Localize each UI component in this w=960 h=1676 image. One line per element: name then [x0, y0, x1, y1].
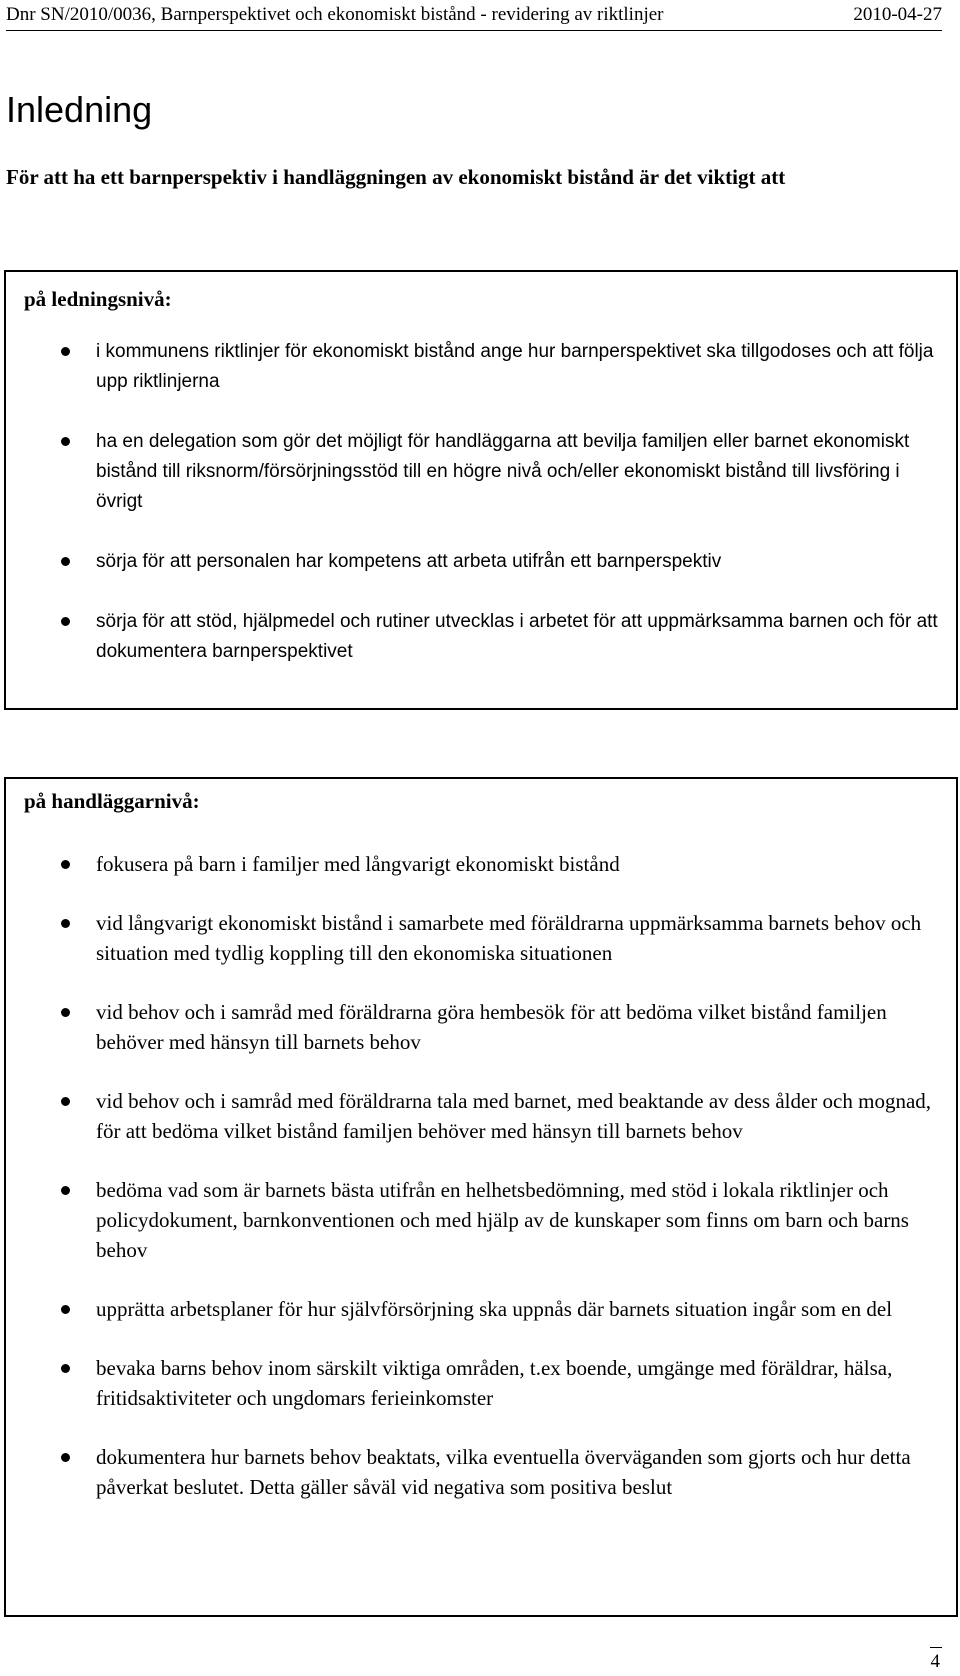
page-header: [6, 2, 942, 31]
list-item-text: dokumentera hur barnets behov beaktats, vilka eventuella överväganden som gjorts och hur detta påverkat beslutet. Detta gäller såväl vid negativa som positiva beslut: [96, 1445, 911, 1499]
list-item-text: vid behov och i samråd med föräldrarna göra hembesök för att bedöma vilket bistånd familjen behöver med hänsyn till barnets behov: [96, 1000, 887, 1054]
bullet-icon: [61, 1097, 70, 1106]
list-item-text: fokusera på barn i familjer med långvarigt ekonomiskt bistånd: [96, 852, 620, 876]
bullet-icon: [61, 557, 70, 566]
list-item-text: ha en delegation som gör det möjligt för handläggarna att bevilja familjen eller barnet ekonomiskt bistånd till riksnorm/försörjningsstöd till en högre nivå och/eller ekonomiskt bistånd till livsföring i övrigt: [96, 431, 910, 512]
list-item: [6, 1086, 956, 1146]
list-item-text: vid behov och i samråd med föräldrarna tala med barnet, med beaktande av dess ålder och mognad, för att bedöma vilket bistånd familjen behöver med hänsyn till barnets behov: [96, 1089, 932, 1143]
list-item: [6, 849, 956, 879]
bullet-icon: [61, 1008, 70, 1017]
section-heading: Inledning: [6, 89, 153, 130]
list-item-text: sörja för att personalen har kompetens att arbeta utifrån ett barnperspektiv: [96, 551, 722, 572]
intro-text: För att ha ett barnperspektiv i handläggningen av ekonomiskt bistånd är det viktigt att: [6, 165, 786, 189]
document-date: 2010-04-27: [853, 4, 942, 25]
list-item-text: bedöma vad som är barnets bästa utifrån en helhetsbedömning, med stöd i lokala riktlinjer och policydokument, barnkonventionen och med hjälp av de kunskaper som finns om barn och barns behov: [96, 1178, 909, 1262]
bullet-icon: [61, 919, 70, 928]
caseworker-level-list: [6, 849, 956, 1531]
list-item: [6, 1175, 956, 1265]
list-item-text: sörja för att stöd, hjälpmedel och rutiner utvecklas i arbetet för att uppmärksamma barnen och för att dokumentera barnperspektivet: [96, 611, 938, 662]
page-number: 4: [930, 1651, 940, 1672]
list-item-text: vid långvarigt ekonomiskt bistånd i samarbete med föräldrarna uppmärksamma barnets behov och situation med tydlig koppling till den ekonomiska situationen: [96, 911, 922, 965]
bullet-icon: [61, 860, 70, 869]
list-item-text: upprätta arbetsplaner för hur självförsörjning ska uppnås där barnets situation ingår som en del: [96, 1297, 893, 1321]
management-level-title: på ledningsnivå:: [24, 287, 172, 311]
footer-divider: [930, 1647, 942, 1648]
list-item-text: bevaka barns behov inom särskilt viktiga områden, t.ex boende, umgänge med föräldrar, hälsa, fritidsaktiviteter och ungdomars ferieinkomster: [96, 1356, 893, 1410]
bullet-icon: [61, 437, 70, 446]
list-item: [6, 607, 956, 667]
management-level-list: [6, 337, 956, 697]
management-level-box: [4, 270, 958, 710]
list-item: [6, 547, 956, 577]
bullet-icon: [61, 1364, 70, 1373]
list-item: [6, 1353, 956, 1413]
list-item-text: i kommunens riktlinjer för ekonomiskt bistånd ange hur barnperspektivet ska tillgodoses och att följa upp riktlinjerna: [96, 341, 934, 392]
bullet-icon: [61, 1453, 70, 1462]
list-item: [6, 337, 956, 397]
list-item: [6, 1442, 956, 1502]
bullet-icon: [61, 617, 70, 626]
bullet-icon: [61, 1305, 70, 1314]
list-item: [6, 908, 956, 968]
list-item: [6, 427, 956, 517]
caseworker-level-box: [4, 777, 958, 1617]
caseworker-level-title: på handläggarnivå:: [24, 789, 200, 813]
document-title: Dnr SN/2010/0036, Barnperspektivet och ekonomiskt bistånd - revidering av riktlinjer: [6, 4, 664, 25]
list-item: [6, 1294, 956, 1324]
bullet-icon: [61, 1186, 70, 1195]
list-item: [6, 997, 956, 1057]
bullet-icon: [61, 347, 70, 356]
